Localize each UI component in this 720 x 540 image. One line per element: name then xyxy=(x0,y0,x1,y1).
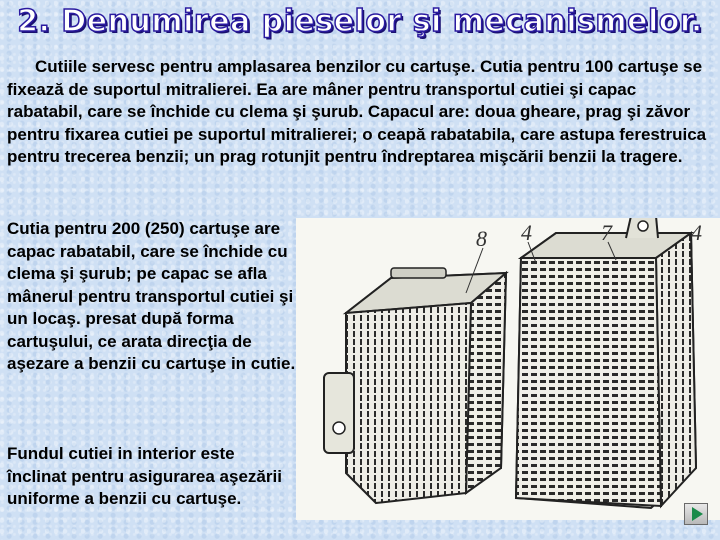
ammo-boxes-illustration xyxy=(296,218,720,520)
slide-title: 2. Denumirea pieselor şi mecanismelor. xyxy=(17,4,703,39)
next-slide-button[interactable] xyxy=(684,503,708,525)
paragraph-100-box: Cutiile servesc pentru amplasarea benzilor cu cartuşe. Cutia pentru 100 cartuşe se fixează de suportul mitralierei. Ea are mâner pentru transportul cutiei şi capac rabatabil, care se închide cu clema şi şurub. Capacul are: doua gheare, prag şi zăvor pentru fixarea cutiei pe suportul mitralierei; o ceapă rabatabila, care astupa ferestruica pentru trecerea benzii; un prag rotunjit pentru îndreptarea mişcării benzii la tragere. xyxy=(7,57,707,166)
ammo-boxes-drawing xyxy=(296,218,720,520)
small-ammo-box xyxy=(324,268,506,503)
play-triangle-icon xyxy=(692,507,703,521)
large-ammo-box xyxy=(516,218,696,508)
callout-label: 8 xyxy=(476,226,487,251)
callout-label: 4 xyxy=(521,220,532,245)
paragraph-200-box: Cutia pentru 200 (250) cartuşe are capac rabatabil, care se închide cu clema şi şurub; pe capac se afla mânerul pentru transportul cutiei şi un locaş. presat după forma cartuşului, ce arata direcţia de aşezare a benzii cu cartuşe in cutie. xyxy=(7,219,296,373)
callout-label: 7 xyxy=(601,220,612,245)
callout-label: 4 xyxy=(691,220,702,245)
paragraph-box-bottom: Fundul cutiei in interior este înclinat pentru asigurarea aşezării uniforme a benzii cu cartuşe. xyxy=(7,444,282,508)
